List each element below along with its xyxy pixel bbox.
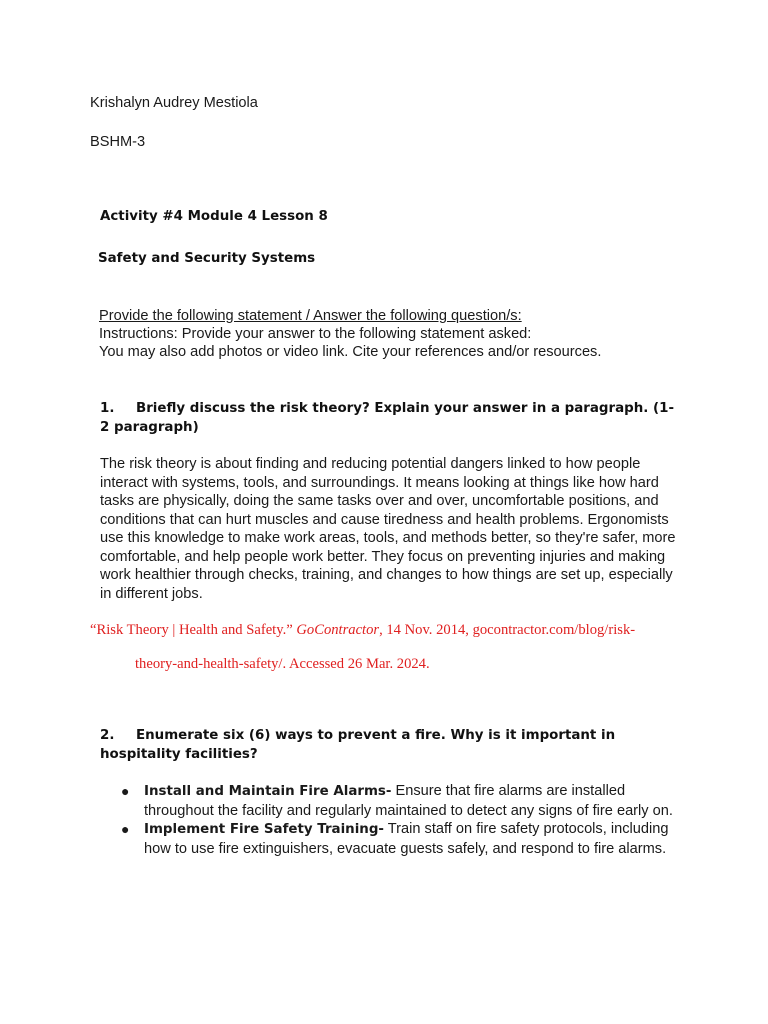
bullet-icon: ●: [121, 783, 130, 799]
question-1-text: Briefly discuss the risk theory? Explain your answer in a paragraph. (1-2 paragraph): [100, 401, 674, 435]
activity-subtitle: Safety and Security Systems: [98, 251, 316, 266]
instructions-block: [99, 307, 739, 361]
list-item: [121, 782, 677, 820]
list-item-title: Install and Maintain Fire Alarms-: [144, 784, 392, 799]
list-item-body: Ensure that fire alarms are installed throughout the facility and regularly maintained to detect any signs of fire early on.: [144, 783, 673, 819]
instructions-header: Provide the following statement / Answer the following question/s:: [99, 308, 522, 324]
citation-line-2: theory-and-health-safety/. Accessed 26 Mar. 2024.: [135, 656, 430, 672]
instructions-line-2: You may also add photos or video link. Cite your references and/or resources.: [99, 344, 602, 360]
question-1-number: 1.: [100, 401, 115, 416]
question-2-text: Enumerate six (6) ways to prevent a fire. Why is it important in hospitality facilities?: [100, 728, 616, 762]
bullet-icon: ●: [121, 821, 130, 837]
fire-prevention-list: [121, 782, 677, 858]
question-2: [100, 726, 680, 764]
activity-title: Activity #4 Module 4 Lesson 8: [100, 209, 328, 224]
citation-source: GoContractor: [296, 622, 380, 638]
question-1: [100, 399, 680, 437]
list-item-body: Train staff on fire safety protocols, including how to use fire extinguishers, evacuate guests safely, and respond to fire alarms.: [144, 821, 669, 857]
citation-details-1: , 14 Nov. 2014, gocontractor.com/blog/risk-: [379, 622, 636, 638]
instructions-line-1: Instructions: Provide your answer to the following statement asked:: [99, 326, 532, 342]
question-2-number: 2.: [100, 728, 115, 743]
list-item-title: Implement Fire Safety Training-: [144, 822, 384, 837]
list-item: [121, 820, 677, 858]
citation-title: “Risk Theory | Health and Safety.”: [90, 622, 293, 638]
author-name: Krishalyn Audrey Mestiola: [90, 95, 258, 111]
author-section: BSHM-3: [90, 134, 146, 150]
citation-line-1: [90, 621, 635, 639]
question-1-answer: The risk theory is about finding and reducing potential dangers linked to how people interact with systems, tools, and surroundings. It means looking at things like how hard tasks are physically, doing the same tasks over and over, uncomfortable positions, and conditions that can hurt muscles and cause tiredness and health problems. Ergonomists use this knowledge to make work areas, tools, and methods better, so they're safer, more comfortable, and help people work better. They focus on preventing injuries and making work healthier through checks, training, and changes to how things are set up, especially in different jobs.: [100, 456, 676, 602]
